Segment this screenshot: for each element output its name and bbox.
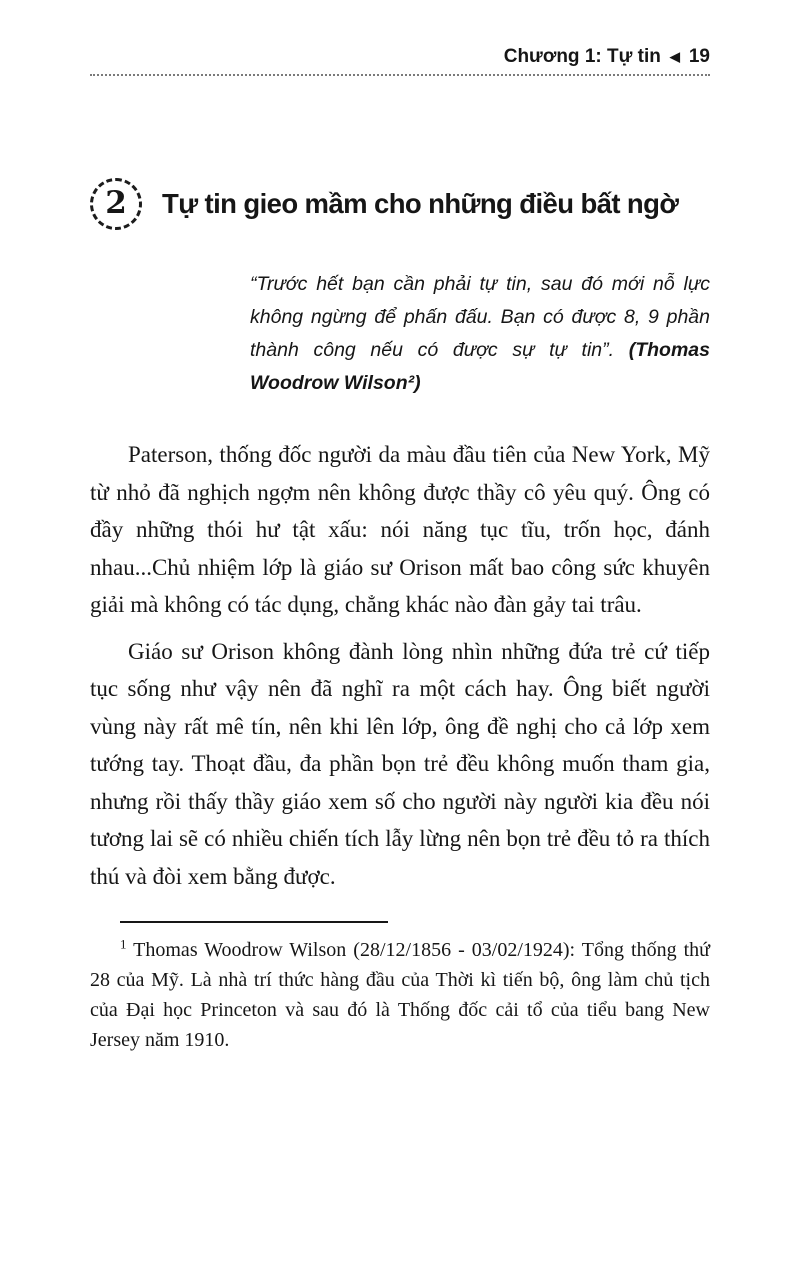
section-title: Tự tin gieo mầm cho những điều bất ngờ — [162, 188, 679, 219]
paragraph: Giáo sư Orison không đành lòng nhìn những đứa trẻ cứ tiếp tục sống như vậy nên đã nghĩ ra một cách hay. Ông biết người vùng này rất mê tín, nên khi lên lớp, ông đề nghị cho cả lớp xem tướng tay. Thoạt đầu, đa phần bọn trẻ đều không muốn tham gia, nhưng rồi thấy thầy giáo xem số cho người này người kia đều nói tương lai sẽ có nhiều chiến tích lẫy lừng nên bọn trẻ đều tỏ ra thích thú và đòi xem bằng được. — [90, 638, 710, 889]
chapter-label: Chương 1: Tự tin — [503, 46, 661, 67]
footnote-text: Thomas Woodrow Wilson (28/12/1856 - 03/02/1924): Tổng thống thứ 28 của Mỹ. Là nhà trí thức hàng đầu của Thời kì tiến bộ, ông làm chủ tịch của Đại học Princeton và sau đó là Thống đốc cải tổ của tiểu bang New Jersey năm 1910. — [90, 939, 710, 1051]
quote-text: “Trước hết bạn cần phải tự tin, sau đó mới nỗ lực không ngừng để phấn đấu. Bạn có được 8, 9 phần thành công nếu có được sự tự tin”. — [250, 273, 710, 361]
header-dotted-divider — [90, 74, 710, 76]
footnote-marker: 1 — [120, 936, 127, 952]
arrow-left-icon: ◀ — [669, 49, 680, 64]
footnote — [90, 935, 710, 1055]
footnote-area — [90, 921, 710, 1055]
footnote-divider — [120, 921, 388, 923]
epigraph-quote — [250, 268, 710, 400]
section-heading — [90, 178, 710, 230]
quote-attribution: (Thomas Woodrow Wilson²) — [250, 339, 710, 394]
paragraph: Paterson, thống đốc người da màu đầu tiên của New York, Mỹ từ nhỏ đã nghịch ngợm nên không được thầy cô yêu quý. Ông có đầy những thói hư tật xấu: nói năng tục tĩu, trốn học, đánh nhau...Chủ nhiệm lớp là giáo sư Orison mất bao công sức khuyên giải mà không có tác dụng, chẳng khác nào đàn gảy tai trâu. — [90, 442, 710, 617]
running-header — [90, 46, 710, 69]
body-text — [90, 436, 710, 895]
section-number-badge — [90, 178, 142, 230]
page-number: 19 — [688, 46, 710, 67]
section-number: 2 — [105, 185, 127, 221]
